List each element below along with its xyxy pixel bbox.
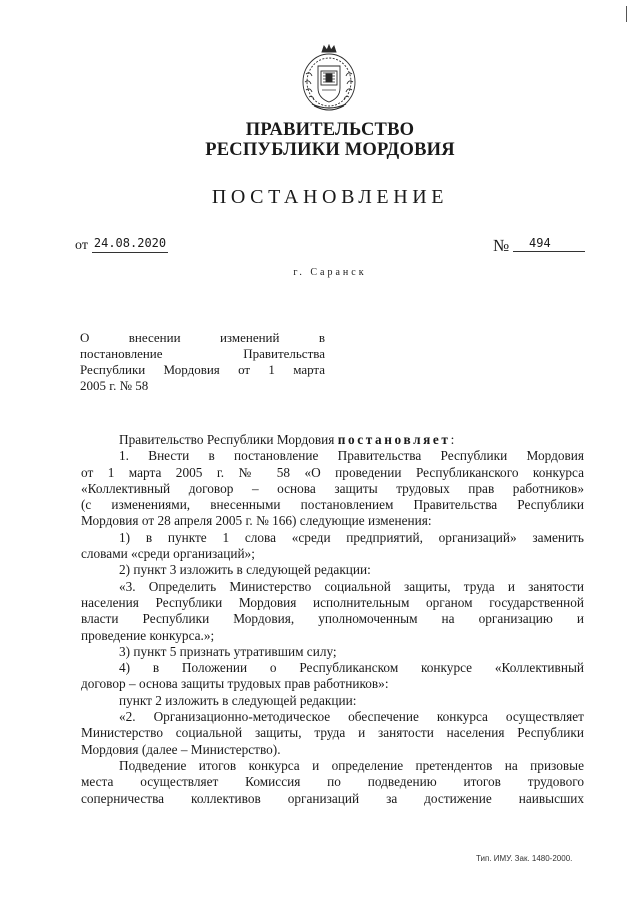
body-line: проведение конкурса.»;	[81, 627, 215, 643]
government-title-line-2: РЕСПУБЛИКИ МОРДОВИЯ	[205, 140, 455, 160]
subject-line-1: О внесении изменений в	[80, 330, 326, 345]
government-title-line-1: ПРАВИТЕЛЬСТВО	[245, 120, 415, 140]
scan-edge-mark	[626, 6, 627, 22]
body-line: договор – основа защиты трудовых прав работников»:	[81, 676, 389, 692]
body-line: Подведение итогов конкурса и определение претендентов на призовые	[119, 757, 584, 773]
body-line: населения Республики Мордовия исполнительным органом государственной	[81, 594, 584, 610]
document-date: 24.08.2020	[92, 234, 168, 253]
body-line: от 1 марта 2005 г. № 58 «О проведении Республиканского конкурса	[81, 464, 584, 480]
city-name: г. Саранск	[293, 267, 367, 278]
number-prefix: №	[493, 236, 510, 255]
subject-line-3: Республики Мордовия от 1 марта	[80, 362, 326, 377]
body-line: 3) пункт 5 признать утратившим силу;	[119, 643, 337, 659]
document-type-heading: ПОСТАНОВЛЕНИЕ	[211, 186, 449, 208]
coat-of-arms-emblem	[300, 44, 358, 114]
body-line: Мордовия (далее – Министерство).	[81, 741, 281, 757]
body-line: «Коллективный договор – основа защиты трудовых прав работников»	[81, 480, 584, 496]
body-line: пункт 2 изложить в следующей редакции:	[119, 692, 357, 708]
body-line: «3. Определить Министерство социальной защиты, труда и занятости	[119, 578, 584, 594]
body-line: Мордовия от 28 апреля 2005 г. № 166) следующие изменения:	[81, 513, 432, 529]
body-line: 1. Внести в постановление Правительства Республики Мордовия	[119, 448, 584, 464]
body-line: 1) в пункте 1 слова «среди предприятий, организаций» заменить	[119, 529, 584, 545]
subject-line-4: 2005 г. № 58	[80, 378, 149, 393]
body-line: соперничества коллективов организаций за достижение наивысших	[81, 790, 584, 806]
document-body	[81, 432, 584, 807]
print-mark: Тип. ИМУ. Зак. 1480-2000.	[476, 854, 573, 863]
body-line: словами «среди организаций»;	[81, 546, 255, 562]
document-number: 494	[513, 234, 585, 252]
body-line: «2. Организационно-методическое обеспечение конкурса осуществляет	[119, 709, 584, 725]
date-prefix: от	[75, 238, 88, 253]
body-line: (с изменениями, внесенными постановлением Правительства Республики	[81, 497, 584, 513]
body-line: места осуществляет Комиссия по подведению итогов трудового	[81, 774, 584, 790]
body-line: 4) в Положении о Республиканском конкурсе «Коллективный	[119, 660, 584, 676]
document-subject	[80, 330, 325, 394]
body-line: 2) пункт 3 изложить в следующей редакции:	[119, 562, 371, 578]
body-line: власти Республики Мордовия, уполномоченным на организацию и	[81, 611, 584, 627]
body-line: Министерство социальной защиты, труда и занятости населения Республики	[81, 725, 584, 741]
subject-line-2: постановление Правительства	[80, 346, 325, 361]
body-intro: Правительство Республики Мордовия постановляет:	[119, 432, 455, 447]
